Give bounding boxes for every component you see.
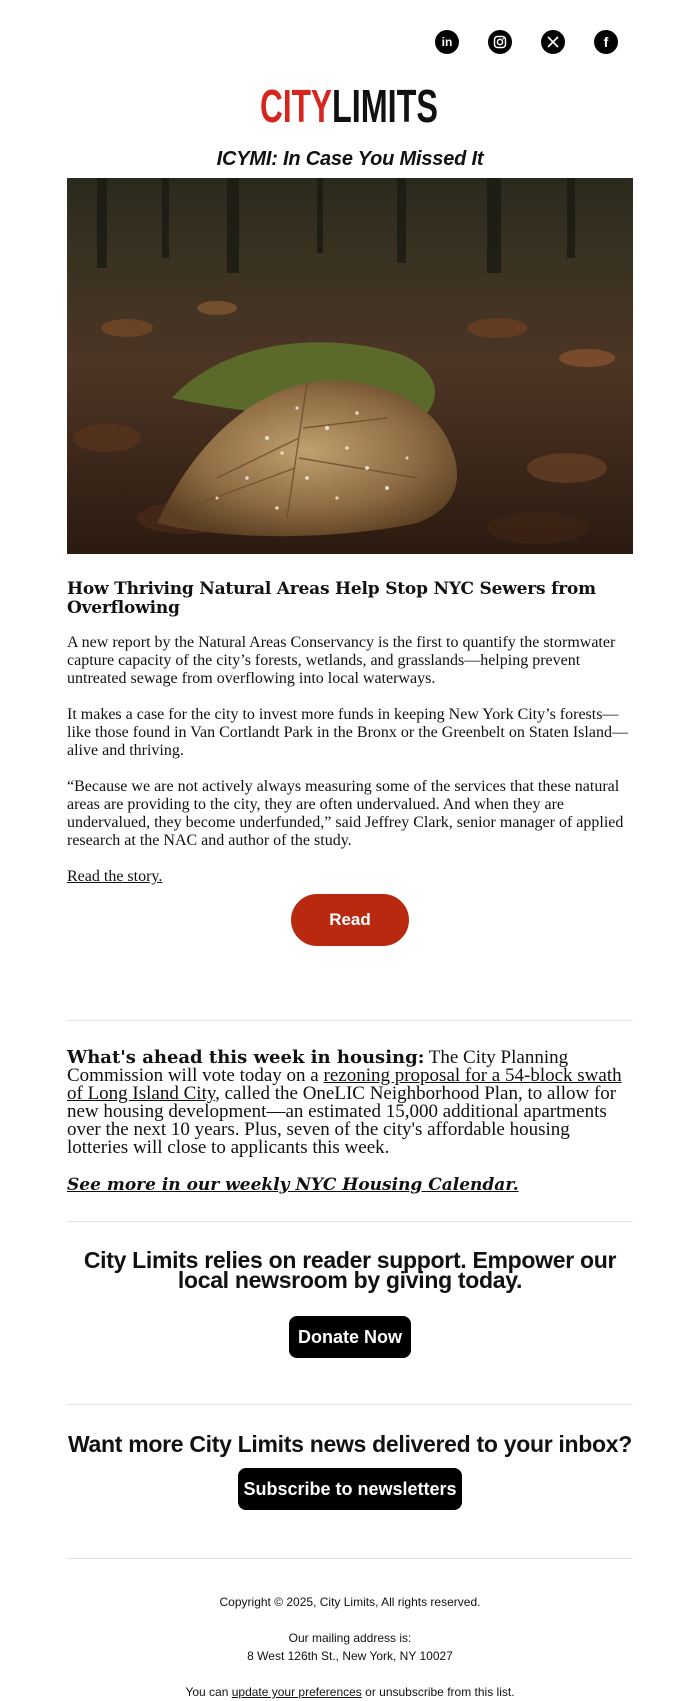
social-bar xyxy=(67,0,633,70)
footer-prefs-after: or unsubscribe from this list. xyxy=(361,1685,515,1699)
footer-copyright: Copyright © 2025, City Limits, All rights reserved. xyxy=(219,1595,481,1609)
x-icon[interactable] xyxy=(541,30,565,54)
footer-prefs-before: You can xyxy=(185,1685,232,1699)
housing-calendar-link[interactable]: See more in our weekly NYC Housing Calendar. xyxy=(67,1175,519,1195)
article-paragraph-1: A new report by the Natural Areas Conservancy is the first to quantify the stormwater capture capacity of the city’s forests, wetlands, and grasslands—helping prevent untreated sewage from overflowing into local waterways. xyxy=(67,634,616,687)
subscribe-button[interactable]: Subscribe to newsletters xyxy=(238,1468,462,1510)
article-paragraph-3: “Because we are not actively always measuring some of the services that these natural areas are providing to the city, they are often undervalued. And when they are undervalued, they become underfunded,” said Jeffrey Clark, senior manager of applied research at the NAC and author of the study. xyxy=(67,778,624,849)
divider-3 xyxy=(67,1404,633,1405)
rezoning-proposal-link[interactable]: rezoning proposal for a 54-block swath of Long Island City xyxy=(67,1065,622,1104)
divider-2 xyxy=(67,1221,633,1222)
housing-lead: What's ahead this week in housing: xyxy=(67,1047,425,1068)
update-preferences-link[interactable]: update your preferences xyxy=(231,1685,362,1699)
tagline: ICYMI: In Case You Missed It xyxy=(216,148,484,170)
housing-calendar-paragraph xyxy=(67,1175,633,1195)
linkedin-icon[interactable] xyxy=(435,30,459,54)
housing-text-before: The City Planning Commission will vote today on a xyxy=(67,1047,569,1086)
read-story-link[interactable]: Read the story. xyxy=(67,868,163,885)
housing-blurb xyxy=(67,1049,633,1157)
read-more-row xyxy=(67,894,633,982)
read-more-button[interactable]: Read More xyxy=(291,894,409,946)
footer-preferences xyxy=(67,1683,633,1701)
subscribe-row xyxy=(67,1468,633,1510)
x-glyph xyxy=(547,36,559,48)
donate-button[interactable]: Donate Now xyxy=(289,1316,411,1358)
footer-mailing-label: Our mailing address is: xyxy=(288,1631,412,1645)
subscribe-heading: Want more City Limits news delivered to your inbox? xyxy=(67,1431,633,1457)
linkedin-glyph: in xyxy=(441,35,453,49)
facebook-icon[interactable] xyxy=(594,30,618,54)
logo-wordmark xyxy=(260,84,440,128)
article-headline[interactable]: How Thriving Natural Areas Help Stop NYC Sewers from Overflowing xyxy=(67,579,596,618)
housing-text-after: , called the OneLIC Neighborhood Plan, to allow for new housing development—an estimated 15,000 additional apartments over the next 10 years. Plus, seven of the city's affordable housing lotteries will close to applicants this week. xyxy=(67,1083,617,1158)
read-story-paragraph xyxy=(67,868,633,886)
hero-image-wet-leaf[interactable] xyxy=(67,178,633,554)
newsletter xyxy=(67,0,633,1701)
donate-row xyxy=(67,1316,633,1358)
facebook-glyph: f xyxy=(603,34,609,50)
divider-1 xyxy=(67,1020,633,1021)
logo-city-text: CITY xyxy=(260,84,332,128)
city-limits-logo[interactable] xyxy=(67,84,633,140)
instagram-icon[interactable] xyxy=(488,30,512,54)
instagram-glyph xyxy=(493,35,507,49)
footer xyxy=(67,1559,633,1701)
support-message: City Limits relies on reader support. Empower our local newsroom by giving today. xyxy=(83,1247,617,1293)
article-paragraph-2: It makes a case for the city to invest more funds in keeping New York City’s forests—like those found in Van Cortlandt Park in the Bronx or the Greenbelt on Staten Island—alive and thriving. xyxy=(67,706,628,759)
logo-limits-text: LIMITS xyxy=(332,84,438,128)
footer-address: 8 West 126th St., New York, NY 10027 xyxy=(247,1649,453,1663)
